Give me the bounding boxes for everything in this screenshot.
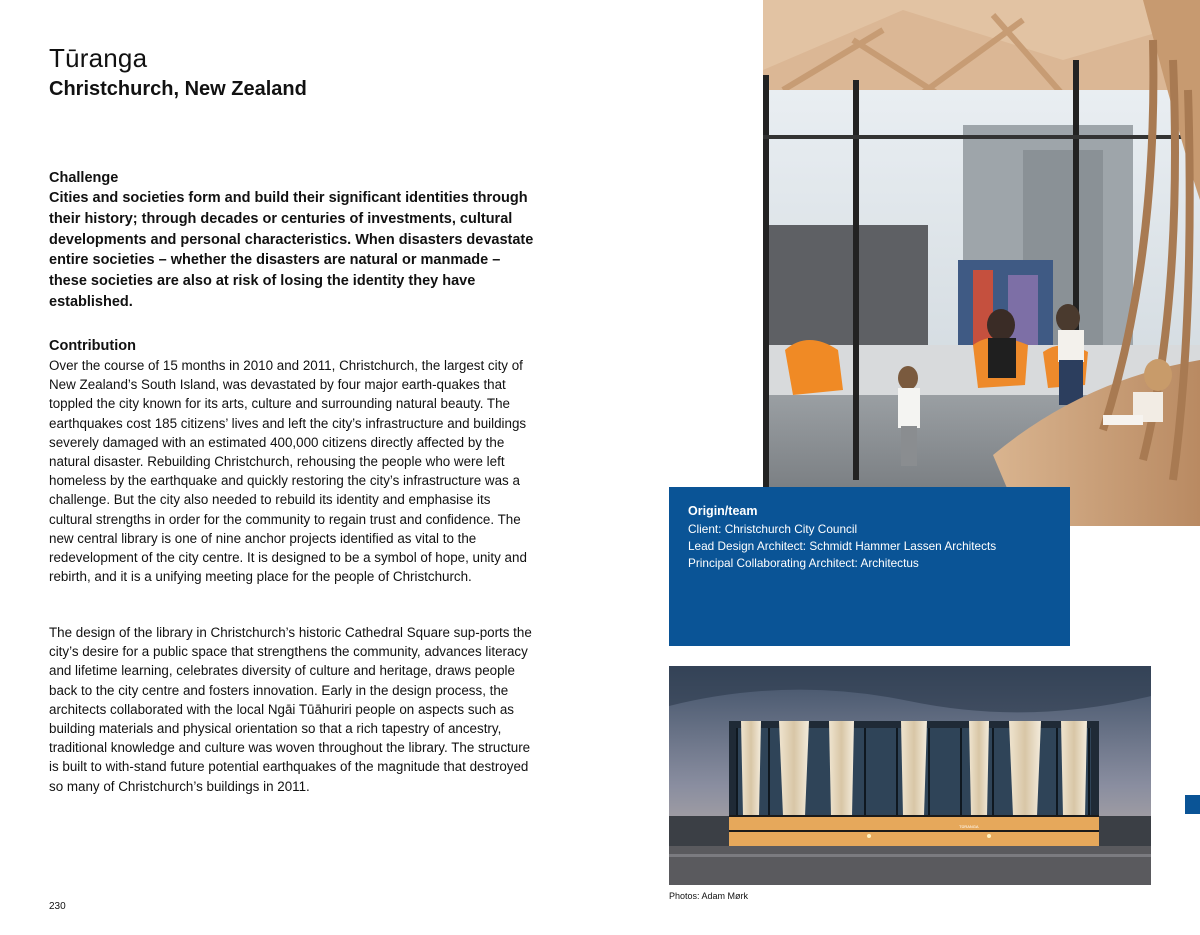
building-sign: TŪRANGA xyxy=(959,824,979,829)
photo-credit: Photos: Adam Mørk xyxy=(669,891,749,901)
contribution-heading: Contribution xyxy=(49,338,136,354)
library-interior-photo xyxy=(763,0,1200,526)
page-subtitle: Christchurch, New Zealand xyxy=(49,78,307,100)
library-exterior-photo xyxy=(669,666,1151,885)
contribution-paragraph-2: The design of the library in Christchurch’s historic Cathedral Square sup-ports the city’s desire for a public space that strengthens the community, advances literacy and lifetime learning, celebrates diversity of culture and heritage, draws people back to the city centre and fosters innovation. Early in the design process, the architects collaborated with the local Ngāi Tūāhuriri people on aspects such as building materials and physical orientation so that a rich tapestry of ancestry, traditional knowledge and culture was woven throughout the library. The structure is built to with-stand future potential earthquakes of the magnitude that destroyed so many of Christchurch’s buildings in 2011. xyxy=(49,625,532,794)
page-title: Tūranga xyxy=(49,43,148,73)
origin-team-box xyxy=(669,487,1070,646)
contribution-paragraph-1: Over the course of 15 months in 2010 and 2011, Christchurch, the largest city of New Zealand’s South Island, was devastated by four major earth-quakes that toppled the city known for its arts, culture and surrounding natural beauty. The earthquakes cost 185 citizens’ lives and left the city’s infrastructure and buildings severely damaged with an estimated 400,000 citizens directly affected by the natural disaster. Rebuilding Christchurch, rehousing the people who were left homeless by the earthquake and quickly restoring the city’s infrastructure was a challenge. But the city also needed to rebuild its identity and emphasise its cultural strengths in order for the community to regain trust and confidence. The new central library is one of nine anchor projects identified as vital to the redevelopment of the city centre. It is designed to be a symbol of hope, unity and rebirth, and it is a unifying meeting place for the people of Christchurch. xyxy=(49,358,527,585)
page-number: 230 xyxy=(49,901,66,912)
lead-architect-line: Lead Design Architect: Schmidt Hammer Lassen Architects xyxy=(688,538,997,553)
collaborating-architect-line: Principal Collaborating Architect: Architectus xyxy=(688,555,919,570)
origin-team-heading: Origin/team xyxy=(688,504,758,518)
facade-fins xyxy=(741,721,1087,816)
section-tab-marker xyxy=(1185,795,1200,814)
client-line: Client: Christchurch City Council xyxy=(688,522,858,536)
challenge-heading: Challenge xyxy=(49,170,119,186)
challenge-body: Cities and societies form and build their significant identities through their history; through decades or centuries of investments, cultural developments and personal characteristics. When disasters devastate entire societies – whether the disasters are natural or manmade – these societies are also at risk of losing the identity they have established. xyxy=(49,190,534,310)
